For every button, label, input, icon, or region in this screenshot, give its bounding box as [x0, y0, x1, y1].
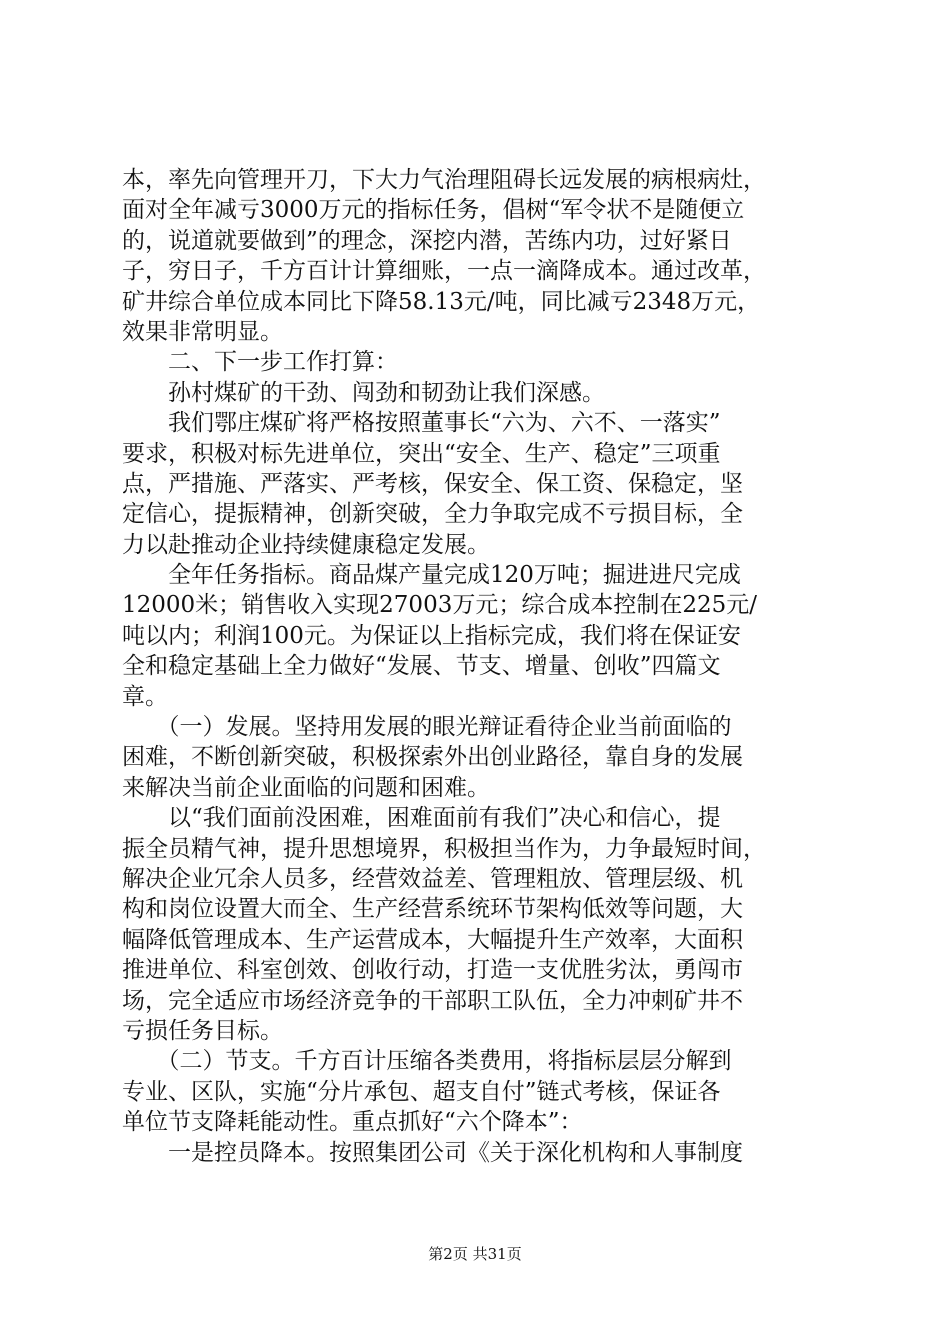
- text-line: 困难，不断创新突破，积极探索外出创业路径，靠自身的发展: [122, 744, 743, 771]
- text-line: （二）节支。千方百计压缩各类费用，将指标层层分解到: [122, 1048, 732, 1075]
- text-line: 场，完全适应市场经济竞争的干部职工队伍，全力冲刺矿井不: [122, 987, 743, 1014]
- text-line: 亏损任务目标。: [122, 1017, 283, 1044]
- text-line: 幅降低管理成本、生产运营成本，大幅提升生产效率，大面积: [122, 926, 743, 953]
- text-line: 振全员精气神，提升思想境界，积极担当作为，力争最短时间，: [122, 835, 766, 862]
- text-line: 章。: [122, 683, 168, 710]
- text-line: 面对全年减亏3000万元的指标任务，倡树“军令状不是随便立: [122, 197, 745, 224]
- document-body: [122, 165, 838, 1168]
- text-line: 力以赴推动企业持续健康稳定发展。: [122, 531, 490, 558]
- text-line: 子，穷日子，千方百计计算细账，一点一滴降成本。通过改革，: [122, 258, 766, 285]
- text-line: 12000米；销售收入实现27003万元；综合成本控制在225元/: [122, 592, 757, 619]
- page-footer: 第2页 共31页: [428, 1245, 522, 1263]
- text-line: 本，率先向管理开刀，下大力气治理阻碍长远发展的病根病灶，: [122, 167, 766, 193]
- text-line: 构和岗位设置大而全、生产经营系统环节架构低效等问题，大: [122, 896, 743, 923]
- text-line: 全年任务指标。商品煤产量完成120万吨；掘进进尺完成: [122, 562, 741, 589]
- text-line: 孙村煤矿的干劲、闯劲和韧劲让我们深感。: [122, 379, 605, 406]
- text-line: 一是控员降本。按照集团公司《关于深化机构和人事制度: [122, 1139, 743, 1166]
- text-line: 要求，积极对标先进单位，突出“安全、生产、稳定”三项重: [122, 440, 721, 467]
- text-line: 二、下一步工作打算：: [122, 349, 398, 376]
- text-line: （一）发展。坚持用发展的眼光辩证看待企业当前面临的: [122, 714, 732, 741]
- text-line: 的，说道就要做到”的理念，深挖内潜，苦练内功，过好紧日: [122, 227, 732, 254]
- text-line: 吨以内；利润100元。为保证以上指标完成，我们将在保证安: [122, 622, 741, 649]
- text-line: 以“我们面前没困难，困难面前有我们”决心和信心，提: [122, 805, 721, 832]
- text-line: 推进单位、科室创效、创收行动，打造一支优胜劣汰，勇闯市: [122, 957, 743, 984]
- text-line: 专业、区队，实施“分片承包、超支自付”链式考核，保证各: [122, 1078, 721, 1105]
- text-line: 我们鄂庄煤矿将严格按照董事长“六为、六不、一落实”: [122, 410, 721, 437]
- text-line: 效果非常明显。: [122, 318, 283, 345]
- text-line: 全和稳定基础上全力做好“发展、节支、增量、创收”四篇文: [122, 653, 721, 680]
- text-line: 定信心，提振精神，创新突破，全力争取完成不亏损目标，全: [122, 501, 743, 528]
- text-line: 解决企业冗余人员多，经营效益差、管理粗放、管理层级、机: [122, 865, 743, 892]
- text-line: 单位节支降耗能动性。重点抓好“六个降本”：: [122, 1109, 583, 1136]
- text-line: 矿井综合单位成本同比下降58.13元/吨，同比减亏2348万元，: [122, 288, 761, 315]
- text-line: 来解决当前企业面临的问题和困难。: [122, 774, 490, 801]
- text-line: 点，严措施、严落实、严考核，保安全、保工资、保稳定，坚: [122, 470, 743, 497]
